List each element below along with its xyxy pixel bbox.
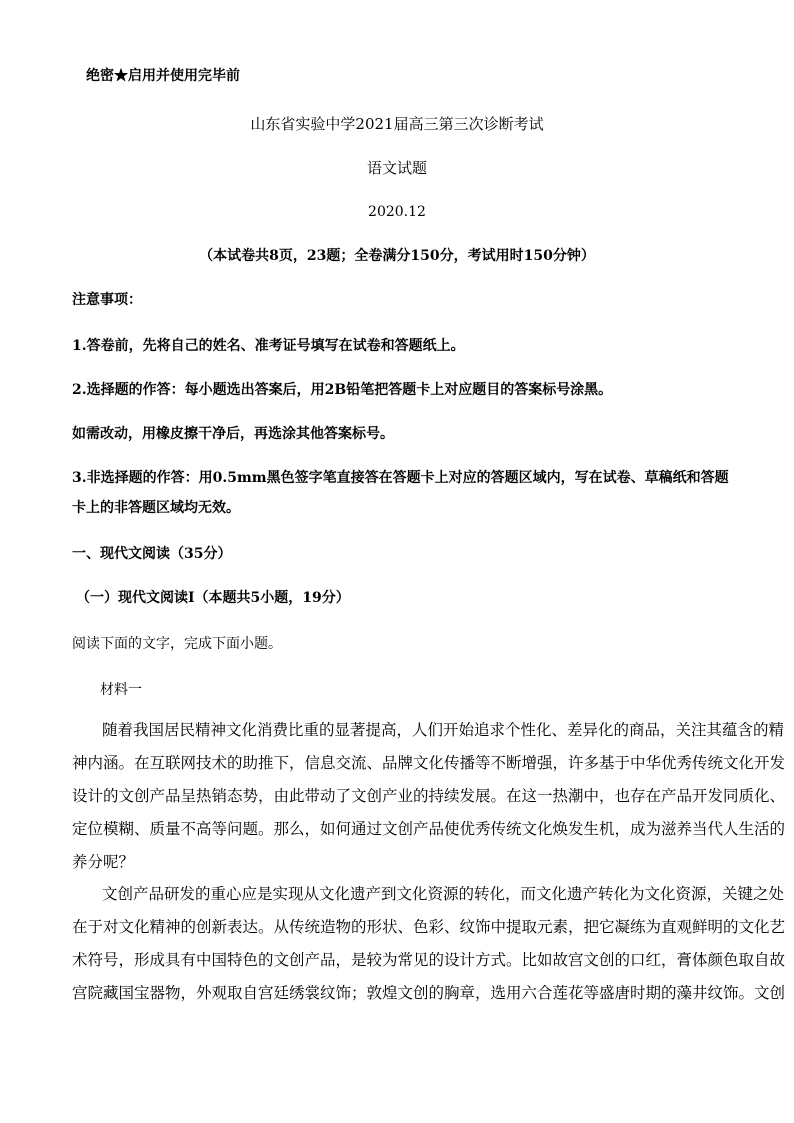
exam-info: （本试卷共8页，23题；全卷满分150分，考试用时150分钟） — [199, 248, 595, 264]
paragraph-2-line: 宫院藏国宝器物，外观取自宫廷绣裳纹饰；敦煌文创的胸章，选用六合莲花等盛唐时期的藻井纹饰。文创 — [72, 984, 786, 1002]
note-item-1: 1.答卷前，先将自己的姓名、准考证号填写在试卷和答题纸上。 — [72, 338, 465, 354]
section-heading: 一、现代文阅读（35分） — [72, 546, 232, 562]
exam-title: 山东省实验中学2021届高三第三次诊断考试 — [250, 115, 544, 133]
paragraph-2-line: 文创产品研发的重心应是实现从文化遗产到文化资源的转化，而文化遗产转化为文化资源，关键之处 — [102, 885, 785, 903]
material-label: 材料一 — [100, 682, 142, 698]
subject-title: 语文试题 — [366, 159, 427, 177]
exam-date: 2020.12 — [368, 204, 426, 220]
note-item-3-line-1: 3.非选择题的作答：用0.5mm黑色签字笔直接答在答题卡上对应的答题区域内，写在试卷、草稿纸和答题 — [72, 470, 729, 486]
paragraph-1-line: 养分呢？ — [72, 853, 135, 871]
paragraph-1-line: 随着我国居民精神文化消费比重的显著提高，人们开始追求个性化、差异化的商品，关注其蕴含的精 — [102, 721, 785, 739]
paragraph-1-line: 设计的文创产品呈热销态势，由此带动了文创产业的持续发展。在这一热潮中，也存在产品开发同质化、 — [72, 787, 786, 805]
note-item-2: 2.选择题的作答：每小题选出答案后，用2B铅笔把答题卡上对应题目的答案标号涂黑。 — [72, 382, 613, 398]
paragraph-1-line: 定位模糊、质量不高等问题。那么，如何通过文创产品使优秀传统文化焕发生机，成为滋养当代人生活的 — [72, 820, 786, 838]
paragraph-2-line: 在于对文化精神的创新表达。从传统造物的形状、色彩、纹饰中提取元素，把它凝练为直观鲜明的文化艺 — [72, 918, 786, 936]
notes-heading: 注意事项： — [72, 292, 142, 308]
note-item-3-line-2: 卡上的非答题区域均无效。 — [72, 500, 240, 516]
passage-paragraph-1 — [72, 714, 786, 879]
passage-paragraph-2 — [72, 878, 786, 1010]
paragraph-2-line: 术符号，形成具有中国特色的文创产品，是较为常见的设计方式。比如故宫文创的口红，膏体颜色取自故 — [72, 951, 786, 969]
paragraph-1-line: 神内涵。在互联网技术的助推下，信息交流、品牌文化传播等不断增强，许多基于中华优秀传统文化开发 — [72, 754, 786, 772]
confidential-label: 绝密★启用并使用完毕前 — [86, 68, 240, 84]
subsection-heading: （一）现代文阅读Ⅰ（本题共5小题，19分） — [76, 590, 350, 606]
note-item-2-continued: 如需改动，用橡皮擦干净后，再选涂其他答案标号。 — [72, 426, 394, 442]
reading-instruction: 阅读下面的文字，完成下面小题。 — [72, 636, 282, 652]
